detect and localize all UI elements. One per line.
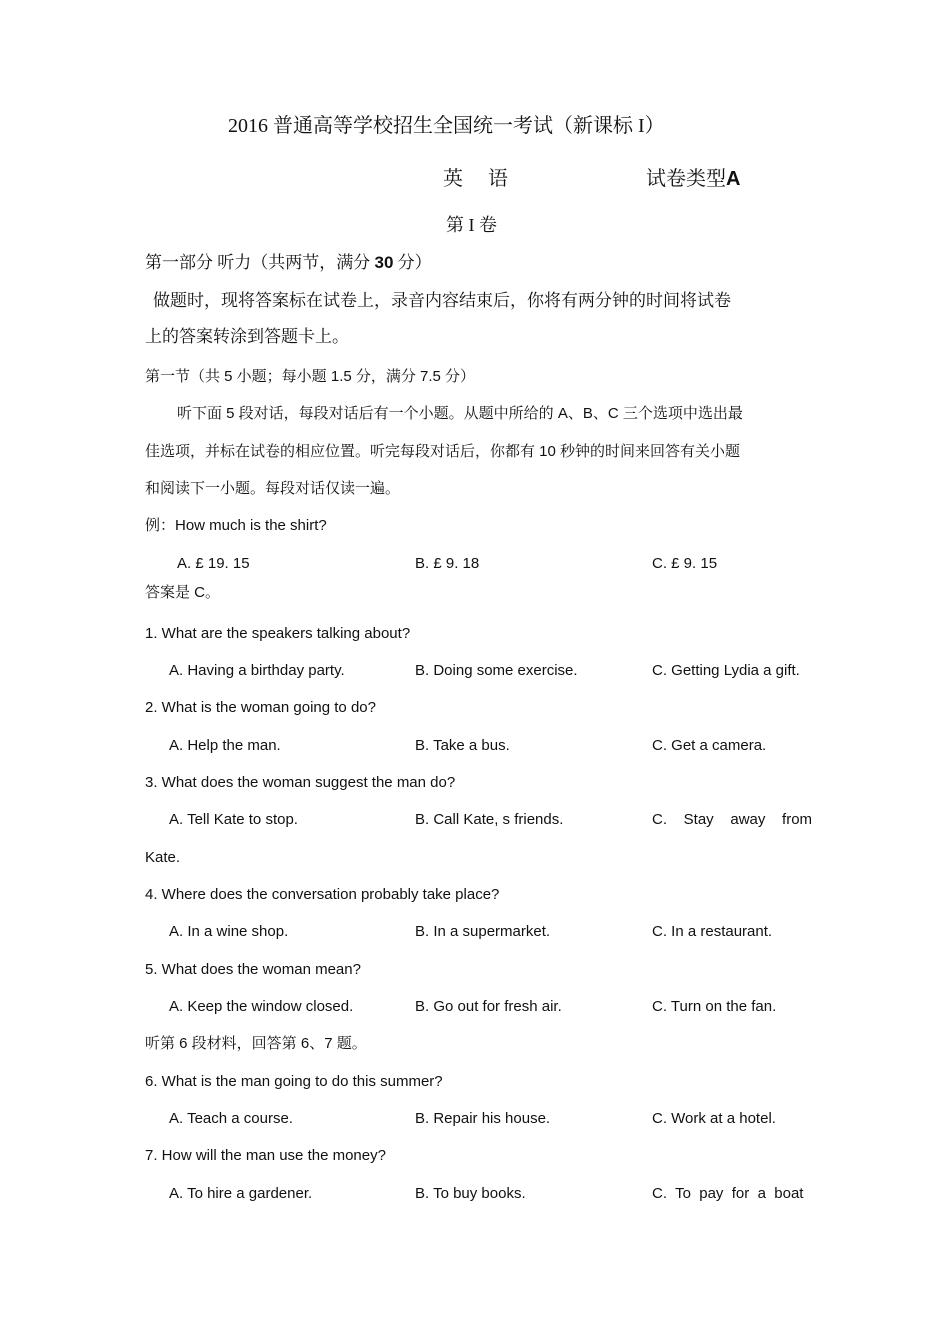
q5-option-c: C. Turn on the fan. bbox=[652, 998, 777, 1015]
example-question: 例：How much is the shirt? bbox=[145, 517, 327, 534]
q1-option-b: B. Doing some exercise. bbox=[415, 662, 578, 679]
q6-option-a: A. Teach a course. bbox=[169, 1110, 293, 1127]
q3-option-b: B. Call Kate, s friends. bbox=[415, 811, 564, 828]
q1-option-a: A. Having a birthday party. bbox=[169, 662, 345, 679]
q1-option-c: C. Getting Lydia a gift. bbox=[652, 662, 800, 679]
q5-option-a: A. Keep the window closed. bbox=[169, 998, 354, 1015]
example-option-c: C. £ 9. 15 bbox=[652, 555, 718, 572]
section1-desc-line3: 和阅读下一小题。每段对话仅读一遍。 bbox=[145, 480, 401, 497]
section1-desc-line2: 佳选项，并标在试卷的相应位置。听完每段对话后，你都有 10 秒钟的时间来回答有关小题 bbox=[145, 443, 741, 460]
q4-option-c: C. In a restaurant. bbox=[652, 923, 773, 940]
q3-option-a: A. Tell Kate to stop. bbox=[169, 811, 298, 828]
volume-heading: 第 I 卷 bbox=[446, 215, 497, 235]
question-3: 3. What does the woman suggest the man do? bbox=[145, 774, 456, 791]
q6-option-b: B. Repair his house. bbox=[415, 1110, 551, 1127]
paper-type-value: A bbox=[726, 168, 741, 190]
q2-option-b: B. Take a bus. bbox=[415, 737, 510, 754]
question-4: 4. Where does the conversation probably take place? bbox=[145, 886, 500, 903]
example-answer: 答案是 C。 bbox=[145, 584, 221, 601]
q5-option-b: B. Go out for fresh air. bbox=[415, 998, 562, 1015]
exam-title: 2016 普通高等学校招生全国统一考试（新课标 I） bbox=[228, 115, 665, 137]
q4-option-a: A. In a wine shop. bbox=[169, 923, 289, 940]
q7-option-c: C. To pay for a boat bbox=[652, 1185, 804, 1202]
question-7: 7. How will the man use the money? bbox=[145, 1147, 386, 1164]
example-option-b: B. £ 9. 18 bbox=[415, 555, 480, 572]
part1-instructions-line1: 做题时，现将答案标在试卷上，录音内容结束后，你将有两分钟的时间将试卷 bbox=[153, 291, 731, 310]
q4-option-b: B. In a supermarket. bbox=[415, 923, 551, 940]
q7-option-a: A. To hire a gardener. bbox=[169, 1185, 313, 1202]
q2-option-c: C. Get a camera. bbox=[652, 737, 767, 754]
example-option-a: A. £ 19. 15 bbox=[177, 555, 250, 572]
part1-heading bbox=[145, 252, 432, 274]
section1-desc-line1: 听下面 5 段对话，每段对话后有一个小题。从题中所给的 A、B、C 三个选项中选出最 bbox=[177, 405, 743, 422]
q2-option-a: A. Help the man. bbox=[169, 737, 281, 754]
question-2: 2. What is the woman going to do? bbox=[145, 699, 376, 716]
section1-heading: 第一节（共 5 小题；每小题 1.5 分，满分 7.5 分） bbox=[145, 368, 476, 385]
part1-score: 30 bbox=[374, 253, 394, 272]
question-5: 5. What does the woman mean? bbox=[145, 961, 361, 978]
q6-option-c: C. Work at a hotel. bbox=[652, 1110, 776, 1127]
question-6: 6. What is the man going to do this summer? bbox=[145, 1073, 443, 1090]
q3-option-c-continued: Kate. bbox=[145, 849, 181, 866]
part1-heading-pre: 第一部分 听力（共两节，满分 bbox=[145, 253, 371, 272]
material-6-instruction: 听第 6 段材料，回答第 6、7 题。 bbox=[145, 1035, 367, 1052]
paper-type-label: 试卷类型 bbox=[646, 168, 726, 190]
subject-label: 英 语 bbox=[443, 168, 518, 190]
paper-type bbox=[646, 166, 740, 192]
q7-option-b: B. To buy books. bbox=[415, 1185, 526, 1202]
question-1: 1. What are the speakers talking about? bbox=[145, 625, 411, 642]
part1-instructions-line2: 上的答案转涂到答题卡上。 bbox=[145, 327, 349, 346]
q3-option-c: C. Stay away from bbox=[652, 811, 813, 828]
part1-heading-post: 分） bbox=[397, 253, 432, 272]
